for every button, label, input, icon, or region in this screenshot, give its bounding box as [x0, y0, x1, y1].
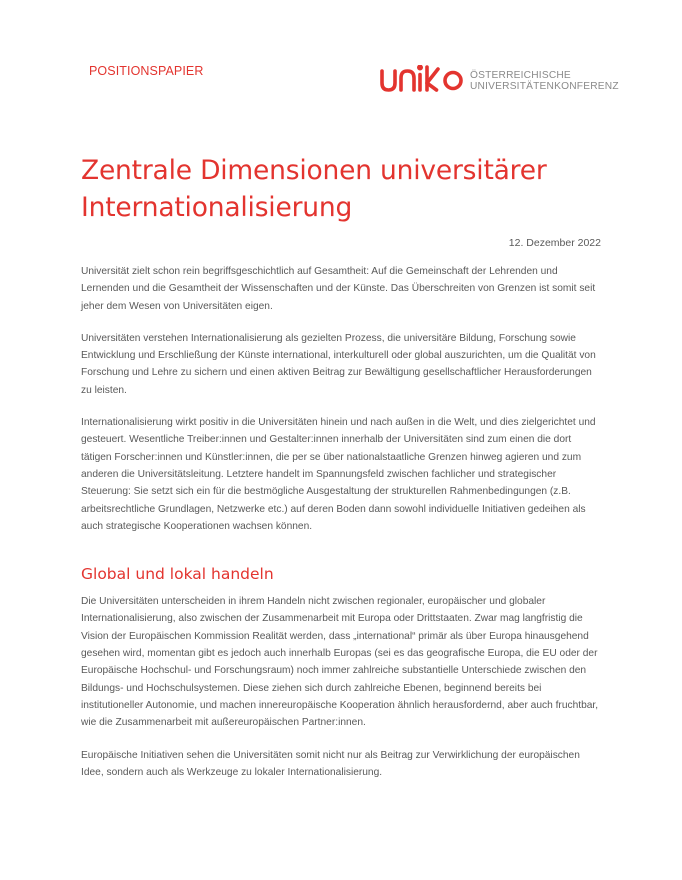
logo-text	[470, 70, 619, 93]
document-body	[81, 263, 601, 796]
paragraph: Universität zielt schon rein begriffsgeschichtlich auf Gesamtheit: Auf die Gemeinschaft der Lehrenden und Lernenden und die Gesamtheit der Wissenschaften und der Künste. Das Überschreiten von Grenzen ist somit seit jeher dem Wesen von Universitäten eigen.	[81, 266, 596, 312]
document-title: Zentrale Dimensionen universitärer Internationalisierung	[81, 155, 547, 223]
document-date: 12. Dezember 2022	[508, 237, 601, 249]
uniko-wordmark	[379, 65, 463, 97]
section-heading: Global und lokal handeln	[81, 565, 274, 584]
paragraph: Universitäten verstehen Internationalisierung als gezielten Prozess, die universitäre Bildung, Forschung sowie Entwicklung und Erschließung der Künste international, interkulturell oder global auszurichten, um die Qualität von Forschung und Lehre zu sichern und einen aktiven Beitrag zur Bewältigung gesellschaftlicher Herausforderungen zu leisten.	[81, 332, 596, 396]
paragraph: Internationalisierung wirkt positiv in die Universitäten hinein und nach außen in die Welt, und dies zielgerichtet und gesteuert. Wesentliche Treiber:innen und Gestalter:innen innerhalb der Universitäten sind zum einen die dort tätigen Forscher:innen und Künstler:innen, die per se über nationalstaatliche Grenzen hinweg agieren und zum anderen die Universitätsleitung. Letztere handelt im Spannungsfeld zwischen fachlicher und strategischer Steuerung: Sie setzt sich ein für die bestmögliche Ausgestaltung der strukturellen Rahmenbedingungen (z.B. arbeitsrechtliche Grundlagen, Netzwerke etc.) auf deren Boden dann sowohl individuelle Initiativen gedeihen als auch strategische Kooperationen wachsen können.	[81, 417, 596, 532]
header-label: POSITIONSPAPIER	[89, 64, 204, 78]
logo-line-1: ÖSTERREICHISCHE	[470, 69, 571, 81]
uniko-logo	[379, 65, 619, 97]
paragraph: Die Universitäten unterscheiden in ihrem Handeln nicht zwischen regionaler, europäischer und globaler Internationalisierung, also zwischen der Zusammenarbeit mit Europa oder Drittstaaten. Zwar mag langfristig die Vision der Europäischen Kommission Realität werden, dass „international“ primär als über Europa hinausgehend gesehen wird, momentan gibt es jedoch auch innerhalb Europas (sei es das geografische Europa, die EU oder der Europäische Hochschul- und Forschungsraum) noch immer zahlreiche substantielle Unterschiede zwischen den Bildungs- und Hochschulsystemen. Diese ziehen sich durch zahlreiche Ebenen, beginnend bereits bei institutioneller Autonomie, und machen innereuropäische Kooperation ähnlich herausfordernd, aber auch fruchtbar, wie die Zusammenarbeit mit außereuropäischen Partner:innen.	[81, 596, 599, 729]
logo-line-2: UNIVERSITÄTENKONFERENZ	[470, 81, 619, 92]
paragraph: Europäische Initiativen sehen die Universitäten somit nicht nur als Beitrag zur Verwirklichung der europäischen Idee, sondern auch als Werkzeuge zu lokaler Internationalisierung.	[81, 749, 580, 778]
